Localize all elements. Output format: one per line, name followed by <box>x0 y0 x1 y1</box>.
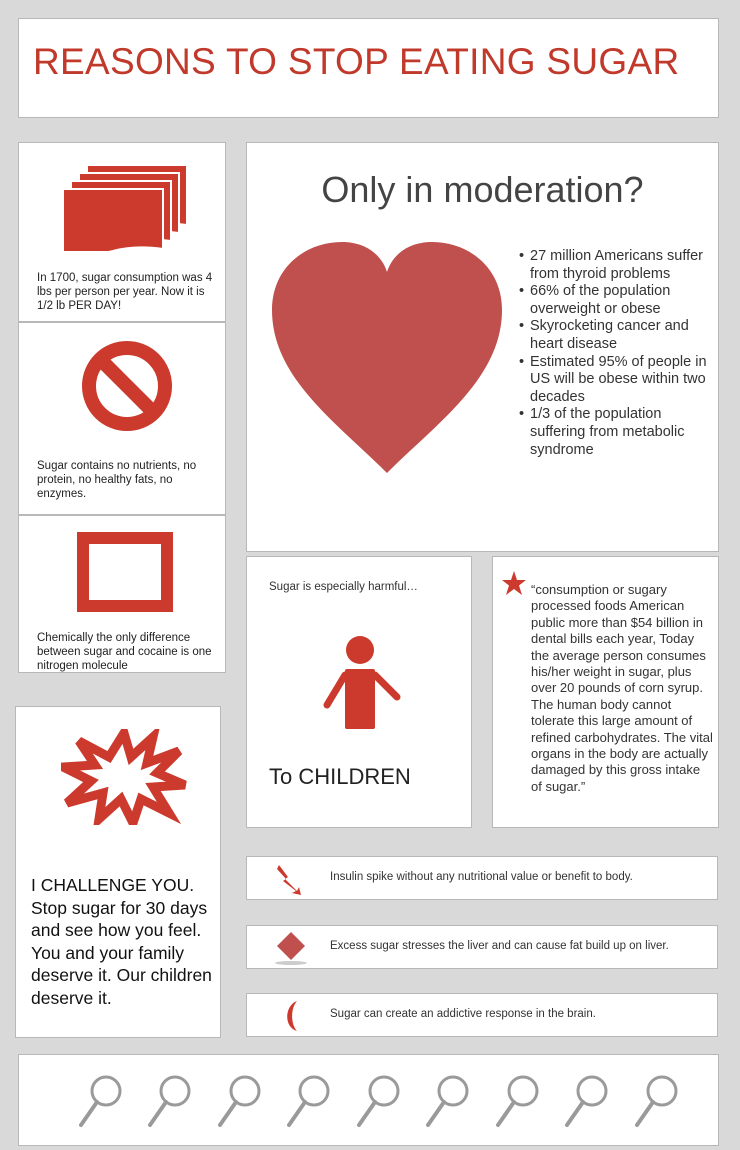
magnifier-icon <box>215 1073 265 1131</box>
challenge-text: I CHALLENGE YOU. Stop sugar for 30 days and see how you feel. You and your family deserve it. Our children deserve it. <box>31 875 212 1008</box>
challenge-panel <box>15 706 221 1038</box>
fact-card-cocaine <box>18 515 226 673</box>
effect-text: Sugar can create an addictive response in the brain. <box>330 1008 596 1020</box>
effect-row-liver <box>246 925 718 969</box>
moderation-bullet-list <box>517 248 712 459</box>
list-item: • 27 million Americans suffer from thyroid problems <box>517 248 712 283</box>
magnifier-icon <box>423 1073 473 1131</box>
burst-icon <box>61 729 187 825</box>
children-panel <box>246 556 472 828</box>
list-item: • Skyrocketing cancer and heart disease <box>517 318 712 353</box>
magnifier-row <box>18 1054 719 1146</box>
moderation-heading: Only in moderation? <box>321 169 644 210</box>
quote-panel <box>492 556 719 828</box>
magnifier-icon <box>354 1073 404 1131</box>
fact-text: Sugar contains no nutrients, no protein, no healthy fats, no enzymes. <box>37 460 197 500</box>
magnifier-icon <box>632 1073 682 1131</box>
moderation-panel <box>246 142 719 552</box>
child-figure-icon <box>323 635 403 731</box>
title-panel <box>18 18 719 118</box>
magnifier-icon <box>76 1073 126 1131</box>
children-title: To CHILDREN <box>269 764 411 789</box>
stacked-paper-icon <box>59 163 209 251</box>
quote-text: “consumption or sugary processed foods American public more than $54 billion in dental bills each year, Today the average person consumes his/her weight in sugar, plus over 20 pounds of corn syrup. The human body cannot tolerate this large amount of refined carbohydrates. The vital organs in the body are actually damaged by this gross intake of sugar.” <box>531 582 713 794</box>
square-frame-icon <box>77 532 173 612</box>
fact-text: Chemically the only difference between sugar and cocaine is one nitrogen molecule <box>37 632 212 672</box>
magnifier-icon <box>493 1073 543 1131</box>
effect-text: Excess sugar stresses the liver and can cause fat build up on liver. <box>330 940 669 952</box>
fact-card-nutrients <box>18 322 226 515</box>
fact-card-consumption <box>18 142 226 322</box>
magnifier-icon <box>145 1073 195 1131</box>
effect-row-insulin <box>246 856 718 900</box>
page-title: REASONS TO STOP EATING SUGAR <box>33 41 680 82</box>
children-intro: Sugar is especially harmful… <box>269 581 418 593</box>
list-item: • Estimated 95% of people in US will be obese within two decades <box>517 354 712 407</box>
list-item: • 1/3 of the population suffering from metabolic syndrome <box>517 406 712 459</box>
effect-row-brain <box>246 993 718 1037</box>
magnifier-icon <box>284 1073 334 1131</box>
no-entry-icon <box>80 339 174 433</box>
crescent-icon <box>281 999 303 1033</box>
diamond-icon <box>271 930 311 966</box>
fact-text: In 1700, sugar consumption was 4 lbs per person per year. Now it is 1/2 lb PER DAY! <box>37 272 213 312</box>
star-icon <box>501 570 527 596</box>
heart-icon <box>267 238 507 478</box>
effect-text: Insulin spike without any nutritional value or benefit to body. <box>330 871 633 883</box>
lightning-icon <box>275 863 305 895</box>
list-item: • 66% of the population overweight or obese <box>517 283 712 318</box>
magnifier-icon <box>562 1073 612 1131</box>
